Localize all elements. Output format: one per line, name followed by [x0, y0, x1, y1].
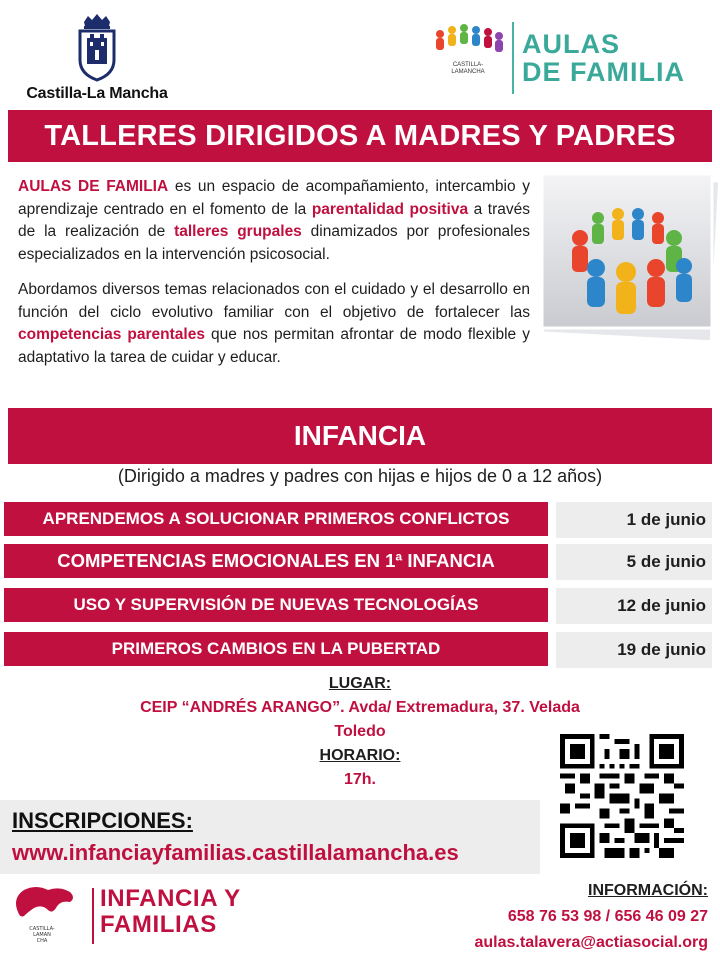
contact-info: [420, 878, 708, 956]
intro-text-2c: que nos permitan afrontar de modo flexible y adaptativo la tarea de cuidar y educar.: [18, 326, 530, 366]
intro-paragraph-2: [18, 279, 530, 369]
svg-text:LAMAN: LAMAN: [33, 932, 51, 938]
aulas-de-familia-logo: [428, 18, 698, 98]
workshop-title: APRENDEMOS A SOLUCIONAR PRIMEROS CONFLICTOS: [4, 502, 548, 536]
intro-text-2a: Abordamos diversos temas relacionados con el cuidado y el desarrollo en función del ciclo evolutivo familiar con el objetivo de fortalecer las: [18, 281, 530, 321]
infancia-y-familias-logo: [8, 880, 248, 952]
intro-text-1b: es un espacio de acompañamiento, intercambio y aprendizaje centrado en el fomento de la: [18, 178, 530, 218]
lugar-label: LUGAR:: [328, 675, 392, 692]
intro-text-1f: dinamizados por profesionales especializados en la intervención psicosocial.: [18, 223, 530, 263]
workshop-date: 19 de junio: [556, 632, 712, 668]
crest-icon: [74, 12, 120, 82]
workshop-title: COMPETENCIAS EMOCIONALES EN 1ª INFANCIA: [4, 544, 548, 578]
infancia-logo-icon: [8, 880, 78, 950]
contact-email[interactable]: aulas.talavera@actiasocial.org: [474, 934, 708, 951]
logo-divider: [512, 22, 514, 94]
intro-highlight-talleres: talleres grupales: [174, 223, 302, 240]
infancia-brand-line2: FAMILIAS: [100, 911, 217, 938]
aulas-brand-line2: DE FAMILIA: [522, 57, 685, 87]
section-subtitle: (Dirigido a madres y padres con hijas e hijos de 0 a 12 años): [117, 466, 603, 486]
lugar-city: Toledo: [334, 723, 386, 740]
registration-label: INSCRIPCIONES:: [12, 808, 193, 833]
toy-people-photo: [538, 172, 718, 340]
workshop-date: 12 de junio: [556, 588, 712, 624]
jccm-name: Castilla-La Mancha: [26, 85, 168, 102]
horario-value: 17h.: [343, 771, 376, 788]
infancia-brand: [100, 886, 241, 938]
infancia-brand-line1: INFANCIA Y: [100, 885, 241, 912]
intro-highlight-aulas: AULAS DE FAMILIA: [18, 178, 169, 195]
registration-link[interactable]: www.infanciayfamilias.castillalamancha.es: [12, 840, 459, 865]
workshop-title: USO Y SUPERVISIÓN DE NUEVAS TECNOLOGÍAS: [4, 588, 548, 622]
intro-text: [18, 176, 530, 369]
intro-highlight-competencias: competencias parentales: [18, 326, 205, 343]
intro-paragraph-1: [18, 176, 530, 266]
svg-text:CHA: CHA: [36, 938, 48, 944]
castilla-la-mancha-logo: [22, 8, 172, 100]
aulas-brand: [522, 30, 685, 86]
qr-code-icon[interactable]: [560, 734, 684, 858]
intro-highlight-parentalidad: parentalidad positiva: [311, 200, 469, 218]
aulas-brand-line1: AULAS: [522, 29, 620, 59]
svg-text:CASTILLA-: CASTILLA-: [29, 926, 55, 932]
contact-phones[interactable]: 658 76 53 98 / 656 46 09 27: [507, 908, 708, 925]
workshop-title: PRIMEROS CAMBIOS EN LA PUBERTAD: [4, 632, 548, 666]
workshop-date: 1 de junio: [556, 502, 712, 538]
people-chain-icon: [430, 20, 506, 60]
page-title: TALLERES DIRIGIDOS A MADRES Y PADRES: [8, 110, 712, 162]
horario-label: HORARIO:: [319, 747, 401, 764]
workshop-date: 5 de junio: [556, 544, 712, 580]
info-label: INFORMACIÓN:: [588, 882, 708, 899]
section-title: INFANCIA: [8, 408, 712, 464]
intro-text-1d: a través de la realización de: [18, 200, 530, 240]
lugar-address: CEIP “ANDRÉS ARANGO”. Avda/ Extremadura, 37. Velada: [140, 699, 580, 716]
aulas-logo-small-text: CASTILLA-LAMANCHA: [451, 62, 485, 75]
footer-logo-divider: [92, 888, 94, 944]
